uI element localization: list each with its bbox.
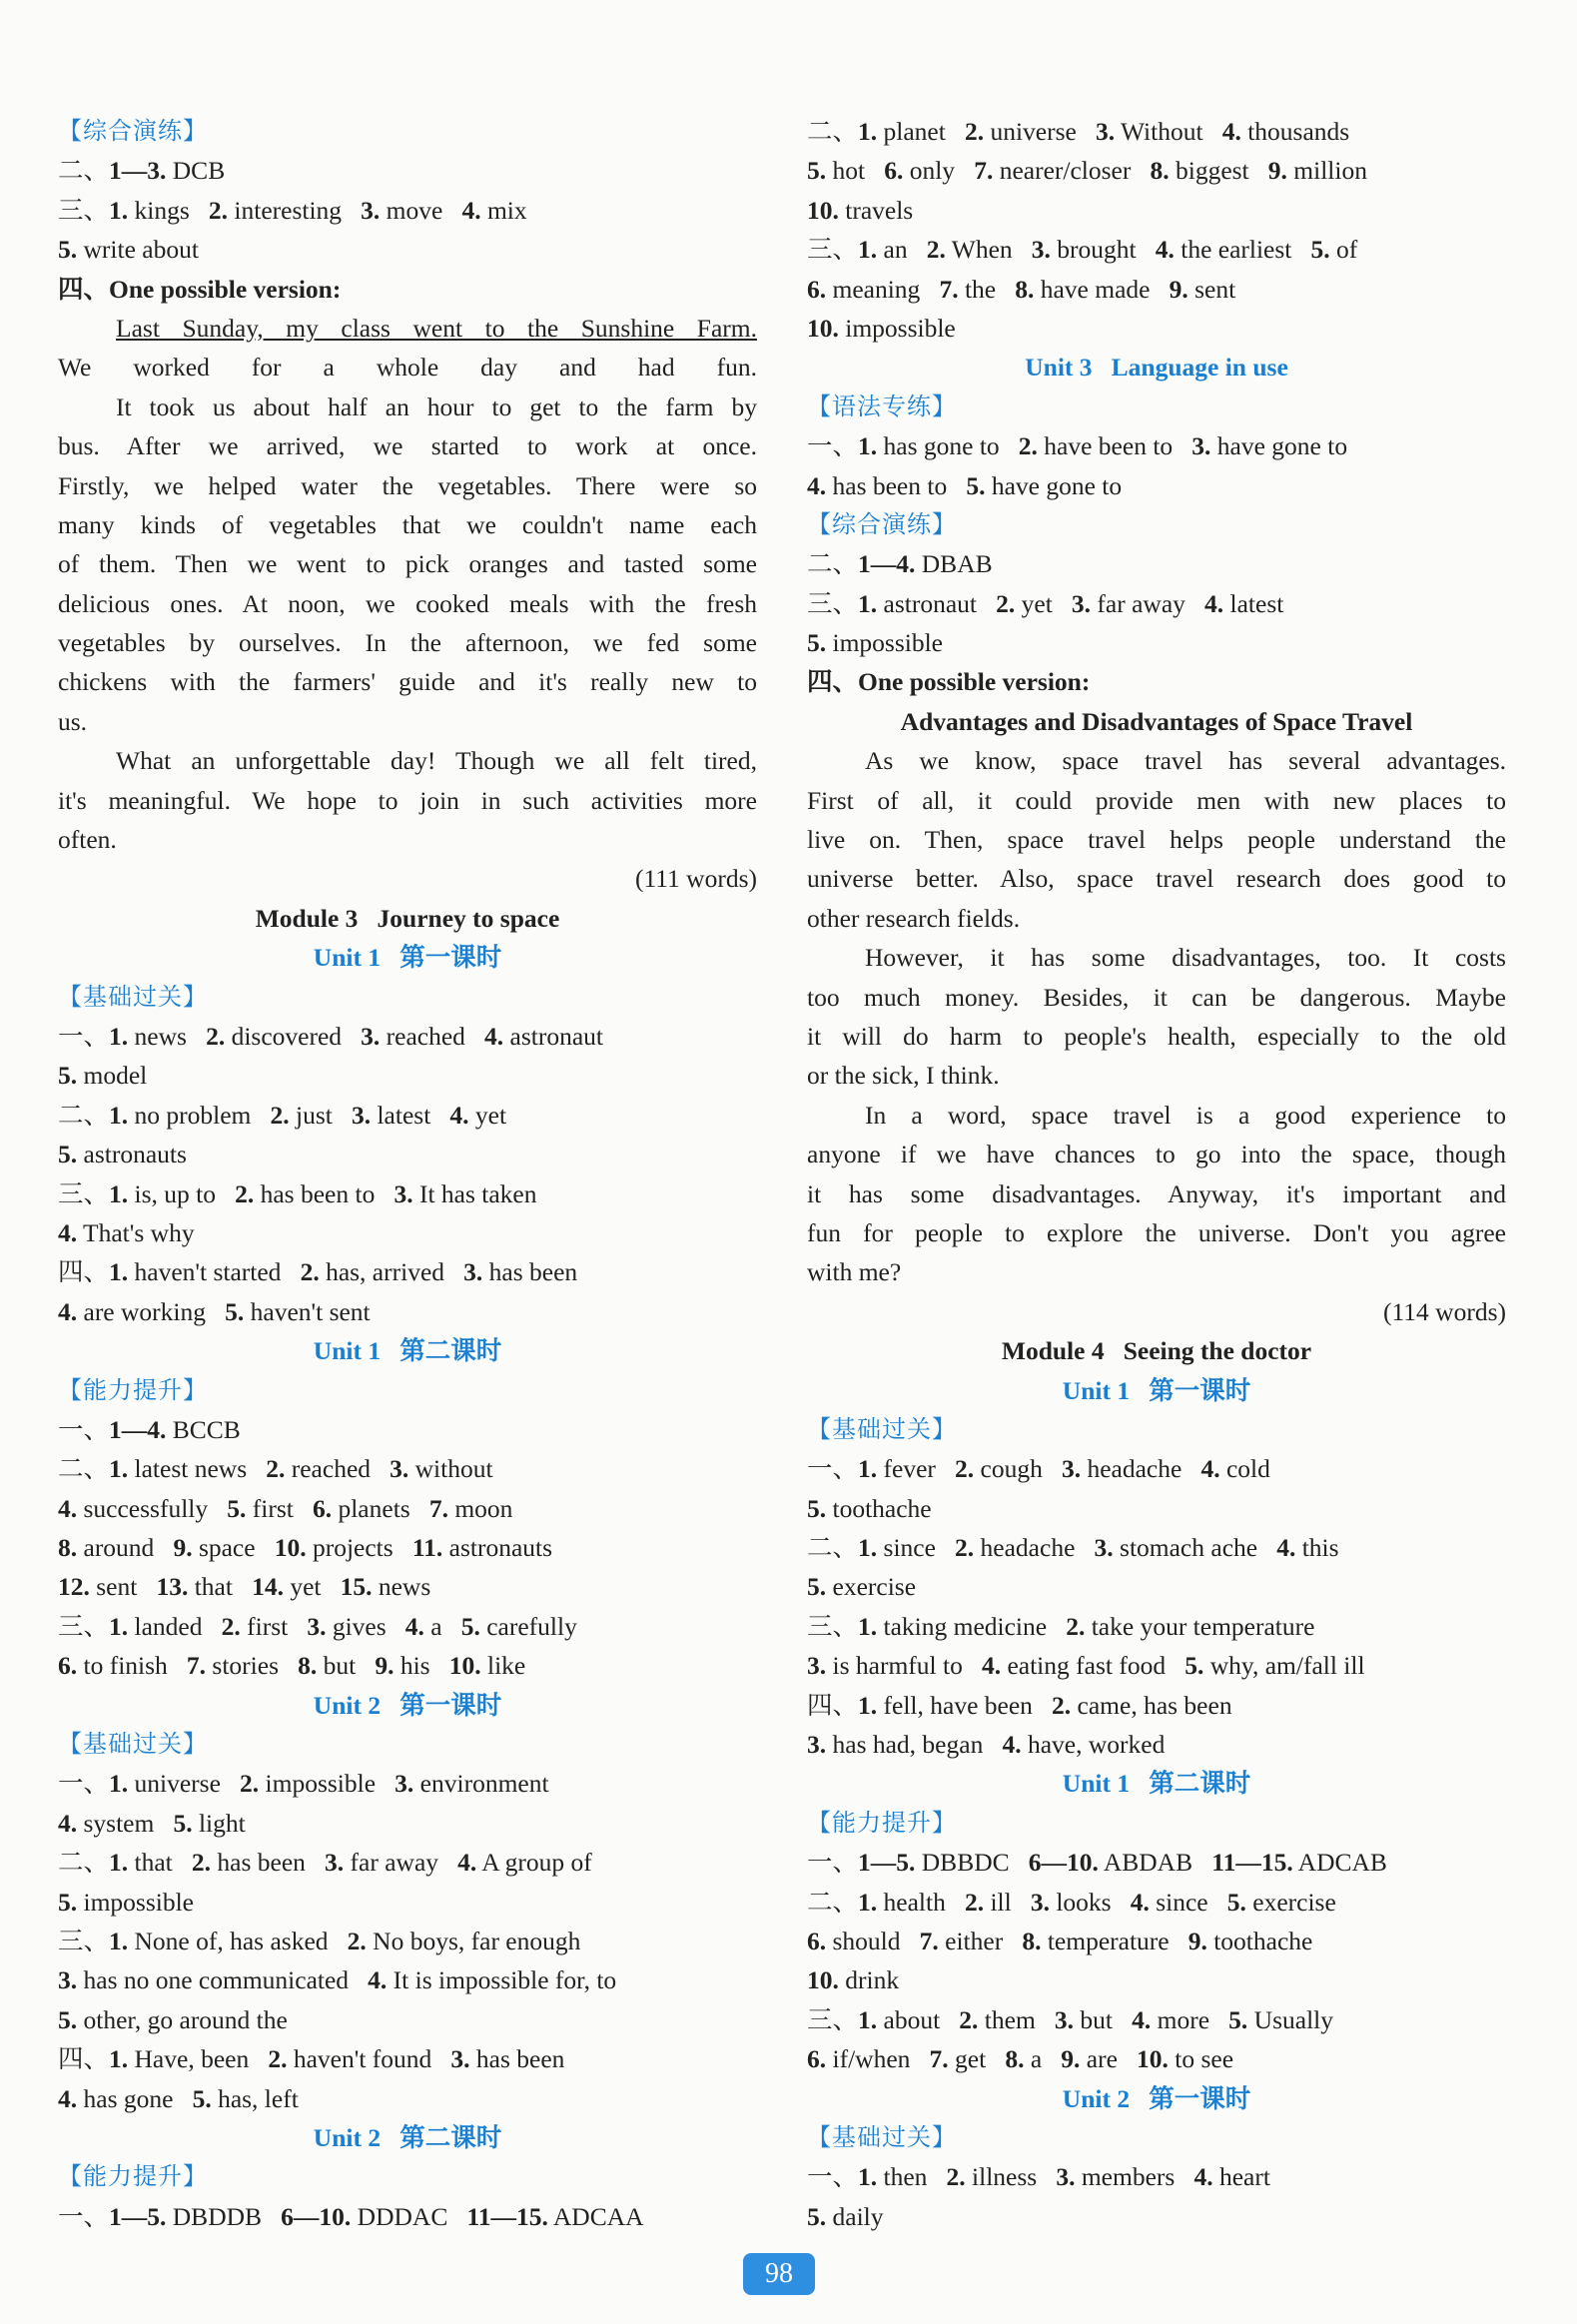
answer-line: 一、1. news 2. discovered 3. reached 4. astronaut xyxy=(58,1021,604,1051)
answer-line: 三、1. astronaut 2. yet 3. far away 4. latest xyxy=(807,588,1284,618)
answer-line: 5. impossible xyxy=(807,628,944,658)
answer-line: 4. That's why xyxy=(58,1217,195,1247)
unit-heading: Unit 3 Language in use xyxy=(1025,353,1288,383)
answer-line: 4. has been to 5. have gone to xyxy=(807,470,1123,500)
answer-line: 5. toothache xyxy=(807,1493,932,1523)
module-heading: Module 3 Journey to space xyxy=(255,903,560,933)
essay-line: In a word, space travel is a good experience to xyxy=(865,1100,1506,1130)
answer-line: 10. drink xyxy=(807,1965,900,1995)
unit-heading: Unit 2 第二课时 xyxy=(313,2122,502,2152)
page-number: 98 xyxy=(743,2253,815,2295)
section-heading: 【能力提升】 xyxy=(58,1375,208,1404)
answer-line: 三、1. landed 2. first 3. gives 4. a 5. carefully xyxy=(58,1611,577,1641)
section-heading: 【能力提升】 xyxy=(58,2162,208,2191)
answer-line: or the sick, I think. xyxy=(807,1061,1000,1091)
essay-line: However, it has some disadvantages, too. It costs xyxy=(865,943,1506,973)
answer-line: 4. has gone 5. has, left xyxy=(58,2083,299,2113)
answer-line: 3. is harmful to 4. eating fast food 5. why, am/fall ill xyxy=(807,1651,1365,1681)
section-heading: 【综合演练】 xyxy=(807,509,957,538)
answer-line: 一、1. then 2. illness 3. members 4. heart xyxy=(807,2162,1270,2192)
essay-line: live on. Then, space travel helps people understand the xyxy=(807,825,1506,855)
answer-line: 一、1—5. DBBDC 6—10. ABDAB 11—15. ADCAB xyxy=(807,1848,1387,1878)
essay-line: it will do harm to people's health, especially to the old xyxy=(807,1021,1506,1051)
essay-heading: Advantages and Disadvantages of Space Travel xyxy=(900,706,1413,736)
answer-line: 三、1. taking medicine 2. take your temperature xyxy=(807,1611,1315,1641)
answer-line: 二、1. no problem 2. just 3. latest 4. yet xyxy=(58,1100,507,1130)
word-count: (114 words) xyxy=(1383,1296,1506,1326)
module-heading: Module 4 Seeing the doctor xyxy=(1001,1336,1312,1366)
answer-line: 二、1—4. DBAB xyxy=(807,549,993,579)
unit-heading: Unit 2 第一课时 xyxy=(1062,2083,1251,2113)
answer-line: us. xyxy=(58,706,88,736)
answer-line: 4. are working 5. haven't sent xyxy=(58,1296,371,1326)
essay-line: of them. Then we went to pick oranges and tasted some xyxy=(58,549,757,579)
unit-heading: Unit 1 第一课时 xyxy=(1062,1375,1251,1405)
answer-line: 3. has no one communicated 4. It is impossible for, to xyxy=(58,1965,617,1995)
essay-heading: 四、One possible version: xyxy=(58,274,342,304)
answer-line: 12. sent 13. that 14. yet 15. news xyxy=(58,1572,431,1602)
answer-line: 二、1. since 2. headache 3. stomach ache 4. this xyxy=(807,1533,1339,1563)
answer-line: 5. exercise xyxy=(807,1572,917,1602)
answer-line: 4. system 5. light xyxy=(58,1808,246,1838)
answer-line: 8. around 9. space 10. projects 11. astronauts xyxy=(58,1533,553,1563)
essay-line: too much money. Besides, it can be dangerous. Maybe xyxy=(807,982,1506,1012)
answer-line: 5. model xyxy=(58,1061,148,1091)
essay-line: First of all, it could provide men with new places to xyxy=(807,785,1506,815)
answer-line: 三、1. kings 2. interesting 3. move 4. mix xyxy=(58,195,527,225)
essay-line: it has some disadvantages. Anyway, it's important and xyxy=(807,1178,1506,1208)
essay-heading: 四、One possible version: xyxy=(807,667,1091,697)
answer-line: 四、1. haven't started 2. has, arrived 3. has been xyxy=(58,1257,578,1287)
answer-line: 一、1. universe 2. impossible 3. environment xyxy=(58,1769,549,1799)
unit-heading: Unit 1 第二课时 xyxy=(313,1336,502,1366)
answer-line: 5. hot 6. only 7. nearer/closer 8. biggest 9. million xyxy=(807,156,1367,186)
essay-line: It took us about half an hour to get to the farm by xyxy=(116,391,757,421)
essay-line: universe better. Also, space travel research does good to xyxy=(807,864,1506,894)
unit-heading: Unit 1 第二课时 xyxy=(1062,1769,1251,1799)
answer-line: 10. travels xyxy=(807,195,914,225)
answer-line: 3. has had, began 4. have, worked xyxy=(807,1730,1166,1760)
unit-heading: Unit 2 第一课时 xyxy=(313,1690,502,1720)
section-heading: 【语法专练】 xyxy=(807,391,957,420)
essay-line: bus. After we arrived, we started to work at once. xyxy=(58,431,757,461)
answer-line: 5. write about xyxy=(58,235,199,265)
answer-line: 6. to finish 7. stories 8. but 9. his 10. like xyxy=(58,1651,526,1681)
answer-line: 5. other, go around the xyxy=(58,2004,288,2034)
unit-heading: Unit 1 第一课时 xyxy=(313,943,502,973)
section-heading: 【能力提升】 xyxy=(807,1808,957,1837)
essay-line: anyone if we have chances to go into the space, though xyxy=(807,1140,1506,1169)
section-heading: 【综合演练】 xyxy=(58,117,208,145)
essay-line: it's meaningful. We hope to join in such activities more xyxy=(58,785,757,815)
essay-line: We worked for a whole day and had fun. xyxy=(58,353,757,383)
answer-line: 二、1—3. DCB xyxy=(58,156,226,186)
answer-line: 三、1. an 2. When 3. brought 4. the earliest 5. of xyxy=(807,235,1358,265)
section-heading: 【基础过关】 xyxy=(807,2122,957,2151)
answer-line: 5. impossible xyxy=(58,1887,195,1917)
essay-line: What an unforgettable day! Though we all felt tired, xyxy=(116,746,757,776)
right-column xyxy=(807,112,1506,2236)
essay-line: As we know, space travel has several advantages. xyxy=(865,746,1506,776)
answer-line: with me? xyxy=(807,1257,902,1287)
answer-line: 5. daily xyxy=(807,2201,884,2231)
answer-line: 10. impossible xyxy=(807,313,956,343)
essay-line: chickens with the farmers' guide and it's really new to xyxy=(58,667,757,697)
essay-line: delicious ones. At noon, we cooked meals with the fresh xyxy=(58,588,757,618)
answer-line: 二、1. latest news 2. reached 3. without xyxy=(58,1454,493,1484)
answer-line: 二、1. health 2. ill 3. looks 4. since 5. exercise xyxy=(807,1887,1336,1917)
essay-line: many kinds of vegetables that we couldn't name each xyxy=(58,509,757,539)
essay-line: Firstly, we helped water the vegetables. There were so xyxy=(58,470,757,500)
essay-line: Last Sunday, my class went to the Sunshine Farm. xyxy=(116,313,757,343)
answer-line: 一、1. fever 2. cough 3. headache 4. cold xyxy=(807,1454,1270,1484)
section-heading: 【基础过关】 xyxy=(58,982,208,1011)
answer-line: 三、1. None of, has asked 2. No boys, far enough xyxy=(58,1926,581,1955)
answer-line: 二、1. that 2. has been 3. far away 4. A group of xyxy=(58,1848,592,1878)
answer-line: often. xyxy=(58,825,117,855)
answer-line: 5. astronauts xyxy=(58,1140,187,1169)
answer-line: other research fields. xyxy=(807,903,1021,933)
answer-line: 一、1. has gone to 2. have been to 3. have gone to xyxy=(807,431,1348,461)
answer-line: 三、1. about 2. them 3. but 4. more 5. Usually xyxy=(807,2004,1333,2034)
answer-line: 6. if/when 7. get 8. a 9. are 10. to see xyxy=(807,2044,1234,2074)
left-column xyxy=(58,112,757,2236)
answer-line: 6. meaning 7. the 8. have made 9. sent xyxy=(807,274,1236,304)
essay-line: fun for people to explore the universe. Don't you agree xyxy=(807,1217,1506,1247)
answer-line: 6. should 7. either 8. temperature 9. toothache xyxy=(807,1926,1313,1955)
answer-line: 一、1—5. DBDDB 6—10. DDDAC 11—15. ADCAA xyxy=(58,2201,644,2231)
section-heading: 【基础过关】 xyxy=(58,1730,208,1759)
answer-line: 三、1. is, up to 2. has been to 3. It has taken xyxy=(58,1178,537,1208)
answer-line: 一、1—4. BCCB xyxy=(58,1414,241,1444)
answer-line: 4. successfully 5. first 6. planets 7. moon xyxy=(58,1493,513,1523)
answer-line: 四、1. Have, been 2. haven't found 3. has been xyxy=(58,2044,565,2074)
word-count: (111 words) xyxy=(634,864,757,894)
section-heading: 【基础过关】 xyxy=(807,1414,957,1443)
essay-line: vegetables by ourselves. In the afternoon, we fed some xyxy=(58,628,757,658)
answer-line: 二、1. planet 2. universe 3. Without 4. thousands xyxy=(807,117,1350,146)
answer-line: 四、1. fell, have been 2. came, has been xyxy=(807,1690,1232,1720)
